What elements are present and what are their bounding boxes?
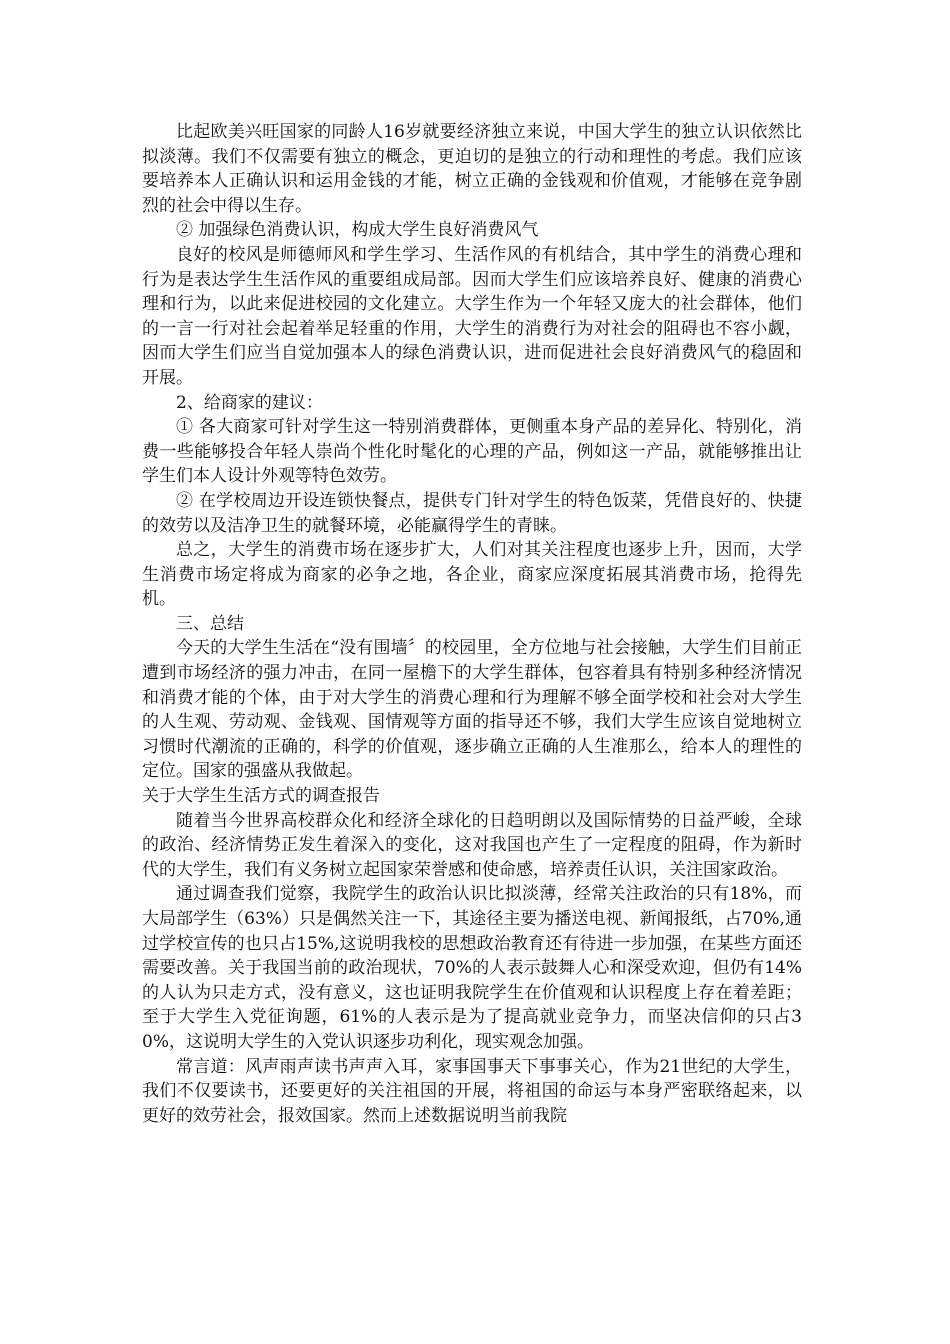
paragraph-independence: 比起欧美兴旺国家的同龄人16岁就要经济独立来说，中国大学生的独立认识依然比拟淡薄。我们不仅需要有独立的概念，更迫切的是独立的行动和理性的考虑。我们应该要培养本人正确认识和运用金钱的才能，树立正确的金钱观和价值观，才能够在竞争剧烈的社会中得以生存。 (142, 122, 802, 216)
paragraph-survey-results: 通过调查我们觉察，我院学生的政治认识比拟淡薄，经常关注政治的只有18%，而大局部学生（63%）只是偶然关注一下，其途径主要为播送电视、新闻报纸，占70%,通过学校宣传的也只占15%,这说明我校的思想政治教育还有待进一步加强，在某些方面还需要改善。关于我国当前的政治现状，70%的人表示鼓舞人心和深受欢迎，但仍有14%的人认为只走方式，没有意义，这也证明我院学生在价值观和认识程度上存在着差距；至于大学生入党征询题，61%的人表示是为了提高就业竞争力，而坚决信仰的只占30%，这说明大学生的入党认识逐步功利化，现实观念加强。 (142, 884, 802, 1052)
paragraph-in-short: 总之，大学生的消费市场在逐步扩大，人们对其关注程度也逐步上升，因而，大学生消费市场定将成为商家的必争之地，各企业，商家应深度拓展其消费市场，抢得先机。 (142, 540, 802, 610)
paragraph-school-spirit: 良好的校风是师德师风和学生学习、生活作风的有机结合，其中学生的消费心理和行为是表达学生生活作风的重要组成局部。因而大学生们应该培养良好、健康的消费心理和行为，以此来促进校园的文化建立。大学生作为一个年轻又庞大的社会群体，他们的一言一行对社会起着举足轻重的作用，大学生的消费行为对社会的阻碍也不容小觑，因而大学生们应当自觉加强本人的绿色消费认识，进而促进社会良好消费风气的稳固和开展。 (142, 244, 802, 388)
document-page (142, 120, 802, 1128)
section-heading-summary: 三、总结 (176, 613, 244, 634)
paragraph-proverb: 常言道：风声雨声读书声声入耳，家事国事天下事事关心，作为21世纪的大学生，我们不仅要读书，还要更好的关注祖国的开展，将祖国的命运与本身严密联络起来，以更好的效劳社会，报效国家。然而上述数据说明当前我院 (142, 1056, 802, 1126)
subheading-green-consumption: ② 加强绿色消费认识，构成大学生良好消费风气 (176, 220, 539, 241)
paragraph-summary: 今天的大学生生活在“没有围墙〞的校园里，全方位地与社会接触，大学生们目前正遭到市场经济的强力冲击，在同一屋檐下的大学生群体，包容着具有特别多种经济情况和消费才能的个体，由于对大学生的消费心理和行为理解不够全面学校和社会对大学生的人生观、劳动观、金钱观、国情观等方面的指导还不够，我们大学生应该自觉地树立习惯时代潮流的正确的，科学的价值观，逐步确立正确的人生准那么，给本人的理性的定位。国家的强盛从我做起。 (142, 638, 802, 782)
report-title: 关于大学生生活方式的调查报告 (142, 786, 380, 807)
paragraph-globalization: 随着当今世界高校群众化和经济全球化的日趋明朗以及国际情势的日益严峻，全球的政治、经济情势正发生着深入的变化，这对我国也产生了一定程度的阻碍，作为新时代的大学生，我们有义务树立起国家荣誉感和使命感，培养责任认识，关注国家政治。 (142, 810, 802, 880)
paragraph-advice-2: ② 在学校周边开设连锁快餐点，提供专门针对学生的特色饭菜，凭借良好的、快捷的效劳以及洁净卫生的就餐环境，必能赢得学生的青睐。 (142, 490, 802, 536)
subheading-merchant-advice: 2、给商家的建议： (176, 392, 323, 413)
paragraph-advice-1: ① 各大商家可针对学生这一特别消费群体，更侧重本身产品的差异化、特别化，消费一些能够投合年轻人崇尚个性化时髦化的心理的产品，例如这一产品，就能够推出让学生们本人设计外观等特色效劳。 (142, 417, 802, 487)
